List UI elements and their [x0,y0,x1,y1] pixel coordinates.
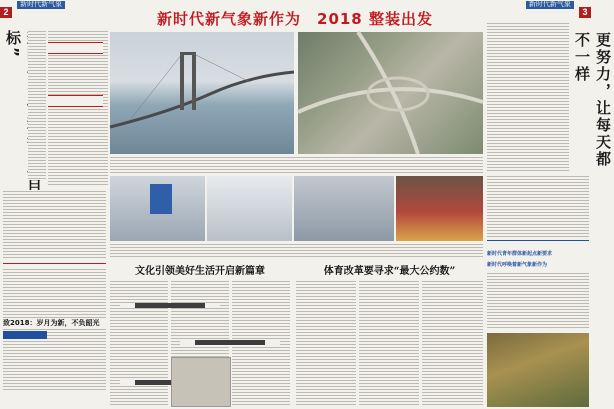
factory-photo [396,176,483,241]
top-photo-captions [110,156,483,174]
culture-headline: 文化引领美好生活开启新篇章 [135,266,265,277]
left-column-title: 目标” [4,30,43,195]
right-box-headline-2: 新时代呼唤着新气象新作为 [487,262,548,268]
banner-headline: 新时代新气象新作为 2018 整装出发 [157,10,433,28]
right-column-title: 更努力，让每天都不一样 [573,32,612,168]
right-page-header [471,0,591,17]
interchange-photo [298,32,483,154]
right-article-text-3 [487,272,589,330]
left-column-title-wrap [3,30,43,200]
left-page-header [0,0,120,17]
left-footer-headline: 致2018：岁月为新，不负韶光 [3,318,106,328]
culture-subhead-2 [180,340,280,345]
hall-photo [110,176,205,241]
left-page-number: 2 [0,7,12,18]
right-article-text-1 [487,22,569,172]
right-article-text-2 [487,175,589,237]
right-box-headline-1: 新时代青年群体新起点新要求 [487,251,553,257]
interchange-illustration [298,32,483,154]
culture-subhead-1 [120,303,220,308]
harvest-photo [487,333,589,407]
right-boxed-headlines [487,240,589,271]
left-intro-text [28,30,46,180]
left-pullquote-1 [48,42,103,54]
snow-photo [207,176,292,241]
sports-text-col2 [359,280,419,405]
bottom-photo-captions [110,243,483,257]
bridge-photo [110,32,294,154]
right-page-number: 3 [579,7,591,18]
left-pullquote-2 [48,95,103,107]
sports-headline: 体育改革要寻求“最大公约数” [323,266,456,277]
left-article-text-2 [3,190,106,390]
left-section-label: 新时代新气象 [17,1,65,9]
right-column-title-wrap [572,32,612,182]
sports-text-col1 [296,280,356,405]
bridge-illustration [110,32,294,154]
sports-text-col3 [422,280,483,405]
culture-text-col1 [110,280,168,405]
right-section-label: 新时代新气象 [526,1,574,9]
culture-inline-photo [171,357,231,407]
station-photo [294,176,394,241]
left-subhead-bar [3,260,106,268]
left-footer-label [3,331,47,339]
